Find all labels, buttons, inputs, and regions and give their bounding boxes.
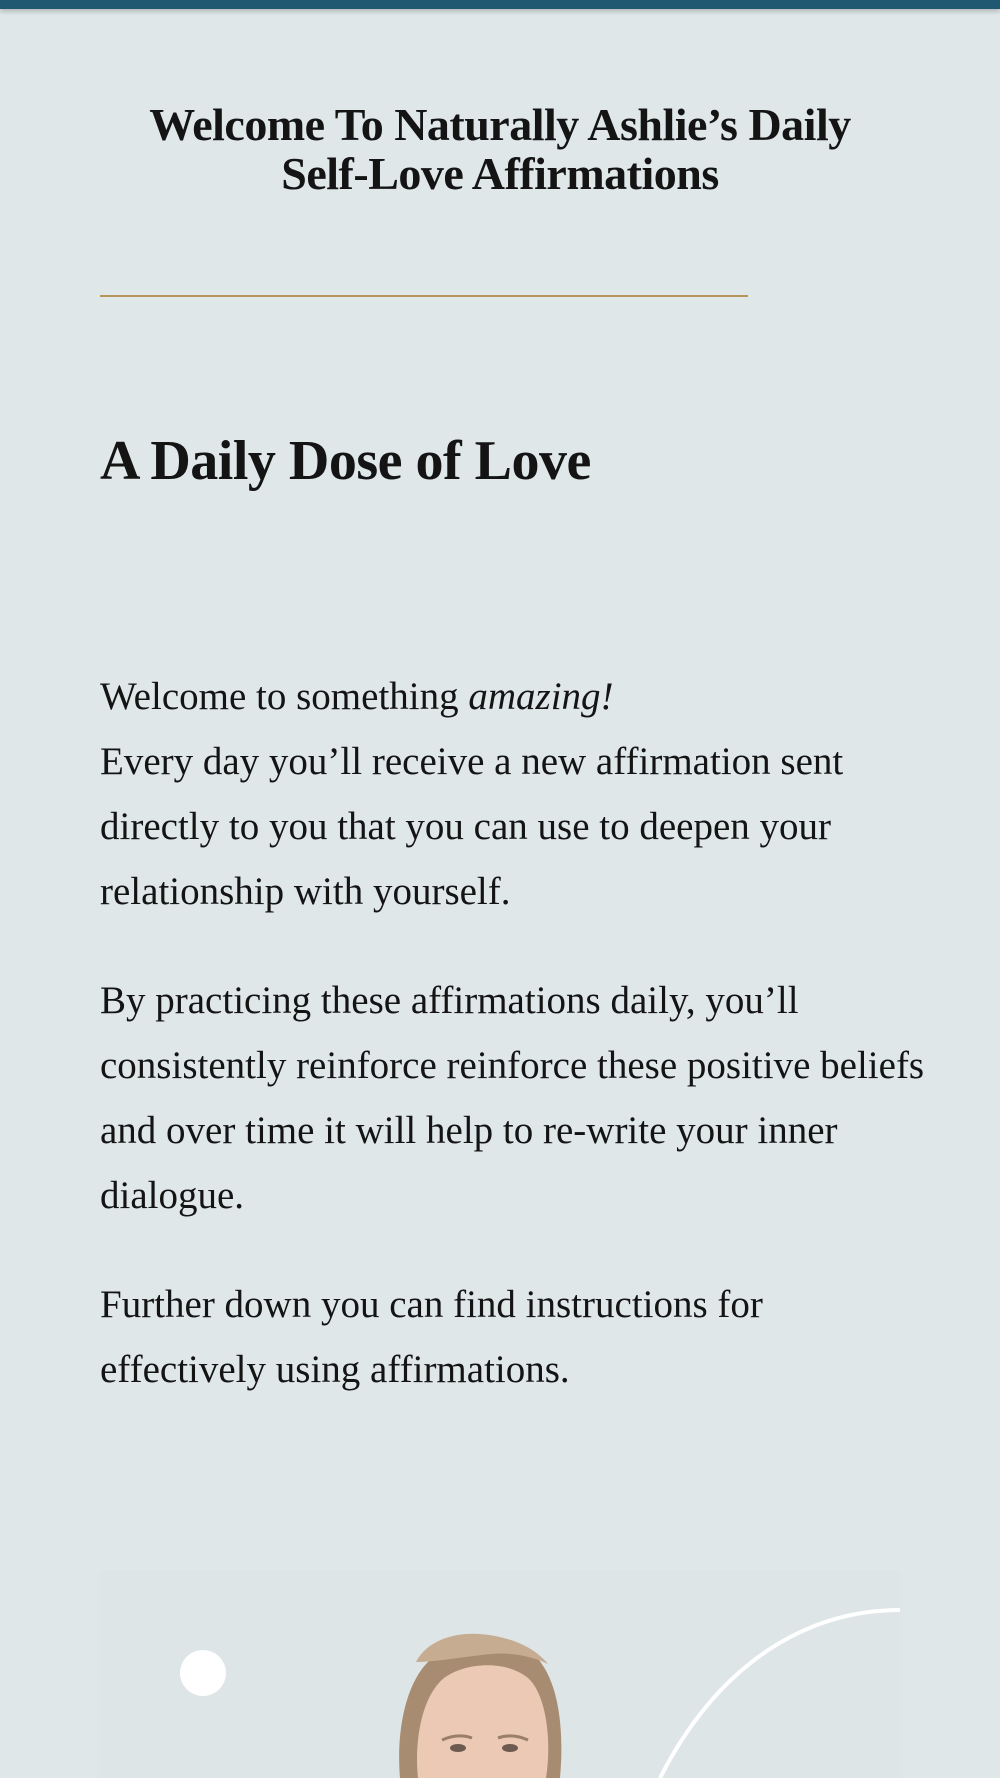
intro-paragraph bbox=[100, 664, 930, 924]
decorative-dot bbox=[180, 1650, 226, 1696]
intro-text bbox=[100, 664, 930, 1446]
instructions-paragraph: Further down you can find instructions for effectively using affirmations. bbox=[100, 1283, 763, 1391]
intro-rest: Every day you’ll receive a new affirmation sent directly to you that you can use to deepen your relationship with yourself. bbox=[100, 740, 844, 913]
page-title-line-2: Self-Love Affirmations bbox=[281, 148, 719, 199]
section-heading: A Daily Dose of Love bbox=[100, 430, 591, 492]
divider bbox=[100, 295, 748, 297]
page-title bbox=[100, 100, 900, 198]
intro-prefix: Welcome to something bbox=[100, 675, 469, 718]
top-accent-bar bbox=[0, 0, 1000, 9]
practice-paragraph: By practicing these affirmations daily, you’ll consistently reinforce reinforce these positive beliefs and over time it will help to re-write your inner dialogue. bbox=[100, 979, 925, 1217]
person-portrait bbox=[399, 1634, 561, 1778]
decorative-arc bbox=[660, 1610, 900, 1778]
page-title-line-1: Welcome To Naturally Ashlie’s Daily bbox=[149, 99, 851, 150]
portrait-illustration bbox=[100, 1570, 900, 1778]
intro-emphasis: amazing! bbox=[468, 675, 614, 718]
hero-image bbox=[100, 1570, 900, 1778]
